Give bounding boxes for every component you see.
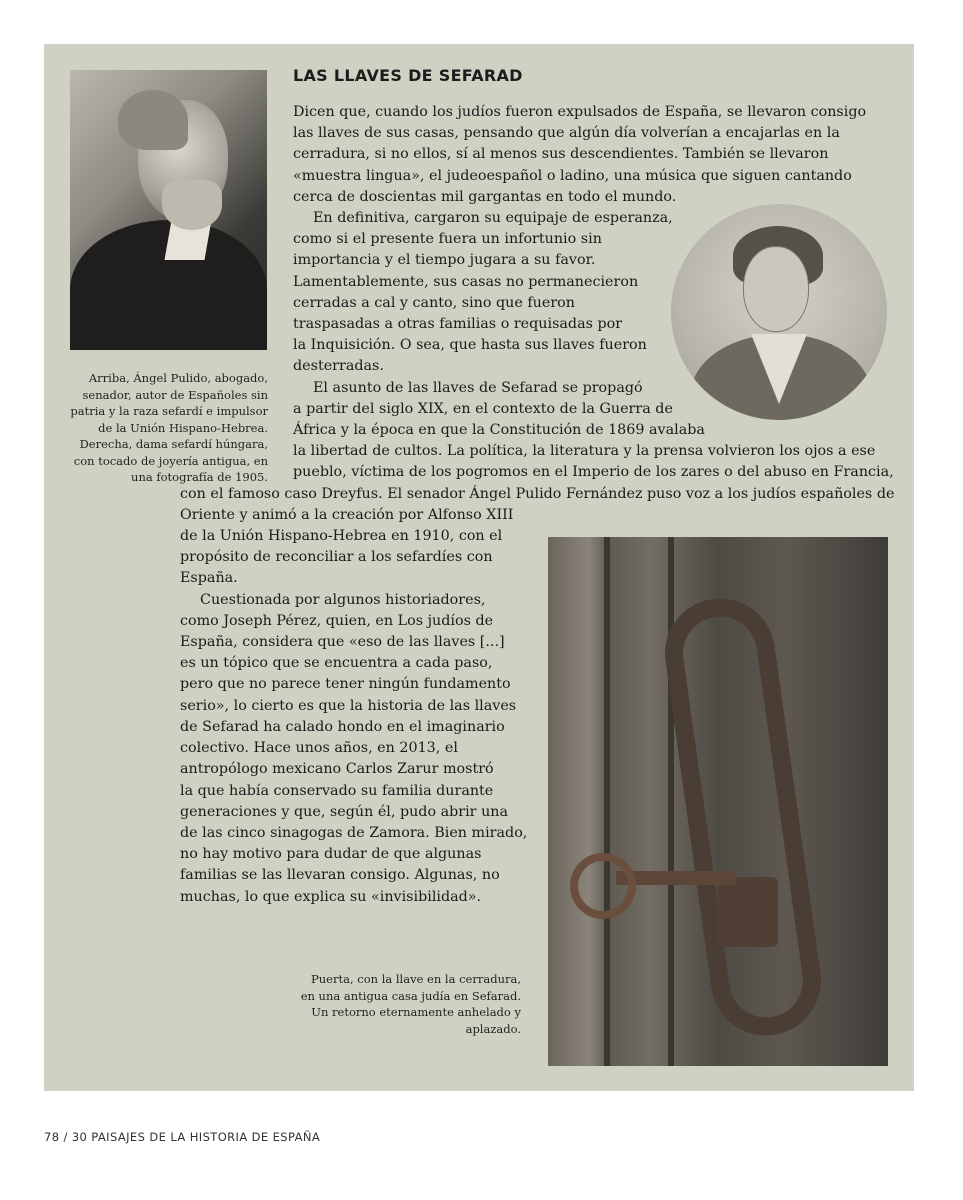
body-line: con el famoso caso Dreyfus. El senador Ángel Pulido Fernández puso voz a los judíos españoles de [180,485,895,502]
body-line: cerradas a cal y canto, sino que fueron [293,294,575,311]
body-line: familias se las llevaran consigo. Algunas, no [180,867,500,884]
page-footer: 78 / 30 PAISAJES DE LA HISTORIA DE ESPAÑA [44,1130,321,1144]
body-line: «muestra lingua», el judeoespañol o ladino, una música que siguen cantando [293,167,852,184]
body-line: serio», lo cierto es que la historia de las llaves [180,697,517,714]
body-line-text: como Joseph Pérez, quien, en Los judíos de [180,612,494,629]
portrait-hair [118,90,188,150]
body-line: traspasadas a otras familias o requisadas por [293,316,623,333]
body-line: Cuestionada por algunos historiadores, [200,591,486,608]
door-lock [718,877,778,947]
body-line: antropólogo mexicano Carlos Zarur mostró [180,761,494,778]
body-line: como si el presente fuera un infortunio sin [293,231,602,248]
body-line: Oriente y animó a la creación por Alfonso XIII [180,506,514,523]
door-key-photo [548,537,888,1066]
body-line: de Sefarad ha calado hondo en el imaginario [180,718,505,735]
body-line: no hay motivo para dudar de que algunas [180,846,482,863]
body-line: es un tópico que se encuentra a cada paso, [180,655,493,672]
body-line: de las cinco sinagogas de Zamora. Bien mirado, [180,824,528,841]
caption-right: Puerta, con la llave en la cerradura, en una antigua casa judía en Sefarad. Un retorno eternamente anhelado y aplazado. [300,972,521,1036]
body-line: En definitiva, cargaron su equipaje de esperanza, [313,210,673,227]
body-line: Dicen que, cuando los judíos fueron expulsados de España, se llevaron consigo [293,104,867,120]
body-line: pueblo, víctima de los pogromos en el Imperio de los zares o del abuso en Francia, [293,464,894,481]
key-ring [570,853,636,919]
body-line: cerradura, si no ellos, sí al menos sus descendientes. También se llevaron [293,146,829,163]
angel-pulido-photo [70,70,267,350]
door-plank [604,537,610,1066]
body-line: generaciones y que, según él, pudo abrir una [180,803,509,820]
body-line: propósito de reconciliar a los sefardíes con [180,549,493,566]
body-line: la Inquisición. O sea, que hasta sus llaves fueron [293,337,647,354]
portrait-beard [162,180,222,230]
body-line: la que había conservado su familia durante [180,782,494,799]
body-line: a partir del siglo XIX, en el contexto de la Guerra de [293,400,673,417]
door-plank [668,537,674,1066]
body-line: la libertad de cultos. La política, la literatura y la prensa volvieron los ojos a ese [293,443,876,460]
body-line: España. [180,570,238,587]
sephardic-lady-portrait [671,204,887,420]
door-knocker [658,591,828,1042]
portrait-face [743,246,809,332]
body-line: Lamentablemente, sus casas no permanecieron [293,273,639,290]
body-line: El asunto de las llaves de Sefarad se propagó [313,379,643,396]
article-title: LAS LLAVES DE SEFARAD [293,66,523,85]
body-line: pero que no parece tener ningún fundamento [180,676,511,693]
body-line: África y la época en que la Constitución de 1869 avalaba [293,422,705,439]
body-line: colectivo. Hace unos años, en 2013, el [180,740,458,757]
body-line: de la Unión Hispano-Hebrea en 1910, con el [180,528,503,545]
body-line: muchas, lo que explica su «invisibilidad». [180,888,482,905]
body-line: las llaves de sus casas, pensando que algún día volverían a encajarlas en la [293,125,840,142]
body-line: España, considera que «eso de las llaves [...] [180,634,505,651]
caption-left: Arriba, Ángel Pulido, abogado, senador, autor de Españoles sin patria y la raza sefardí e impulsor de la Unión Hispano-Hebrea. Derecha, dama sefardí húngara, con tocado de joyería antigua, en una fotografía de 1905. [70,371,268,484]
body-line: cerca de doscientas mil gargantas en todo el mundo. [293,188,677,205]
body-line: importancia y el tiempo jugara a su favor. [293,252,596,269]
body-line: desterradas. [293,358,384,375]
